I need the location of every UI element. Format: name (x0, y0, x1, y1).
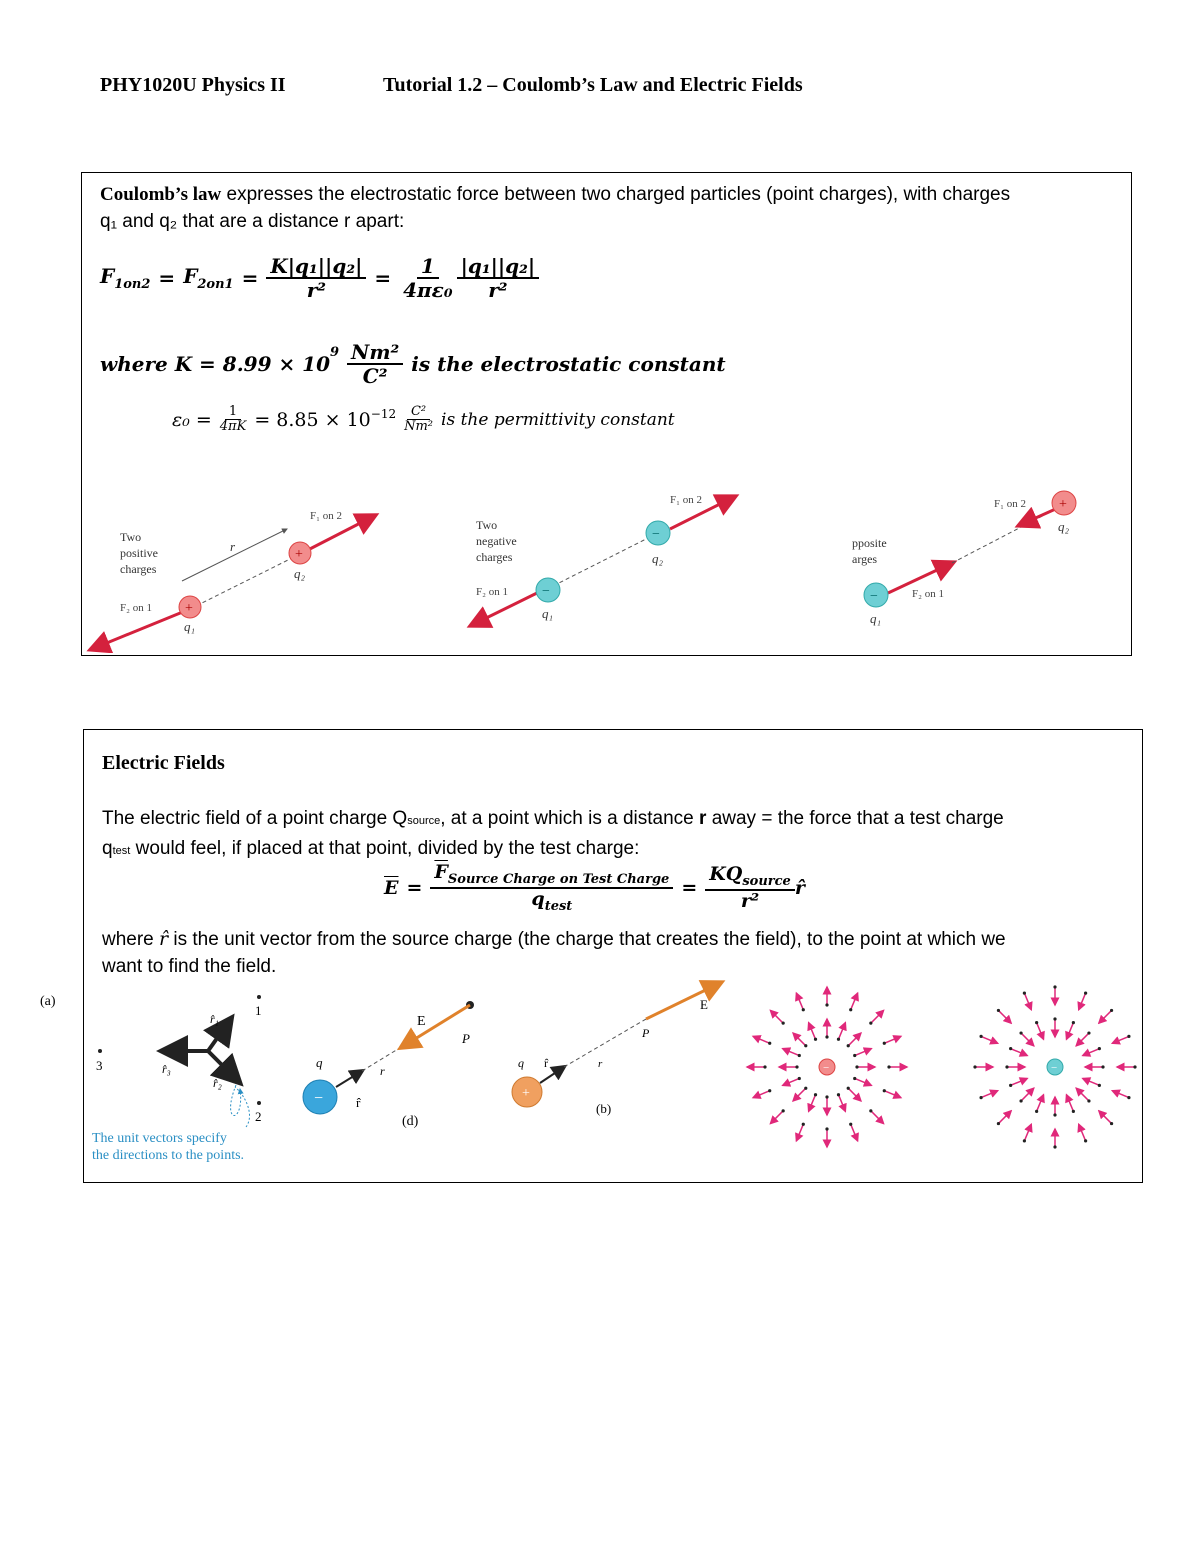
efields-title: Electric Fields (102, 752, 225, 774)
field-point (979, 1096, 982, 1099)
unit-vectors-figure (40, 994, 262, 1163)
eps-frac: $\frac{1}{4\pi K}$ (219, 404, 247, 435)
f12-label: F₁ on 2 (310, 510, 342, 522)
caption-line1: The unit vectors specify (92, 1131, 227, 1146)
r-dimension-line (182, 529, 287, 581)
rhat-explanation: where r̂ is the unit vector from the source charge (the charge that creates the field), to the point at which we want to find the field. (102, 928, 1006, 977)
eq-frac-force: $\frac{\overline{F}_{Source Charge on Test Charge}}{q_{test}}$ (430, 862, 673, 914)
P-label: P (642, 1026, 650, 1040)
fig-d-label: (d) (402, 1114, 419, 1129)
r-label: r (380, 1064, 385, 1078)
field-vector (809, 1095, 816, 1112)
E-label: E (700, 997, 708, 1012)
E-label: E (417, 1014, 426, 1029)
eq-E: $\overline{E}$ (384, 877, 399, 900)
field-point (1053, 1017, 1056, 1020)
field-point (837, 1093, 840, 1096)
point-1-label: 1 (255, 1003, 262, 1018)
field-point (798, 1054, 801, 1057)
coulomb-figures (82, 473, 1131, 653)
field-point (869, 1022, 872, 1025)
field-point (802, 1123, 805, 1126)
eq-frac-1: $\frac{\text{K|q₁||q₂|}}{\text{r²}}$ (266, 255, 366, 301)
fig2-label-line2: negative (476, 534, 517, 548)
field-point (883, 1042, 886, 1045)
rhat-label: r̂ (544, 1056, 548, 1070)
field-point (853, 1054, 856, 1057)
efields-paragraph: The electric field of a point charge Qsource, at a point which is a distance r away = the force that a test charge qtest would feel, if placed at that point, divided by the test charge: (102, 808, 1004, 859)
point-2-label: 2 (255, 1109, 262, 1124)
field-vector (1112, 1036, 1129, 1043)
plus-sign: + (185, 601, 193, 616)
field-vector (770, 1111, 783, 1124)
q-label: q (316, 1055, 323, 1070)
field-point (1009, 1084, 1012, 1087)
positive-charge-field-figure (512, 983, 720, 1116)
field-point (804, 1087, 807, 1090)
force-arrow-f21 (92, 609, 190, 649)
field-vector (793, 1033, 806, 1046)
coulomb-intro-bold: Coulomb’s law (100, 184, 222, 205)
field-point (825, 1095, 828, 1098)
P-label: P (462, 1031, 470, 1046)
field-vector (753, 1036, 770, 1043)
caption-arrow (235, 1087, 250, 1127)
r1-label: r̂₁ (210, 1012, 219, 1026)
q2-label: q₂ (294, 566, 306, 581)
field-vector (783, 1049, 800, 1056)
field-vector (1083, 1049, 1100, 1056)
field-point (849, 1008, 852, 1011)
fig-a-label: (a) (40, 994, 56, 1009)
field-vector (783, 1078, 800, 1085)
field-point (1084, 991, 1087, 994)
field-point (1019, 1099, 1022, 1102)
field-point (849, 1123, 852, 1126)
field-vector (855, 1049, 872, 1056)
field-point (855, 1065, 858, 1068)
field-vector (981, 1036, 998, 1043)
field-point (1035, 1021, 1038, 1024)
field-vector (1112, 1091, 1129, 1098)
q2-label: q₂ (1058, 519, 1070, 534)
field-vector (1083, 1078, 1100, 1085)
negative-charge-field-figure (303, 1001, 474, 1129)
field-point (883, 1089, 886, 1092)
coulomb-law-box (81, 172, 1132, 656)
field-vector (1037, 1095, 1044, 1112)
field-point (802, 1008, 805, 1011)
negative-charge-radial-field (973, 985, 1136, 1148)
point-3 (98, 1049, 102, 1053)
point-2 (257, 1101, 261, 1105)
caption-line2: the directions to the points. (92, 1148, 245, 1163)
field-point (763, 1065, 766, 1068)
field-point (768, 1089, 771, 1092)
field-vector (1021, 1033, 1034, 1046)
field-point (1087, 1031, 1090, 1034)
field-vector (998, 1111, 1011, 1124)
field-vector (981, 1091, 998, 1098)
positive-charge-radial-field (747, 987, 907, 1147)
field-point (837, 1038, 840, 1041)
field-vector (838, 1023, 845, 1040)
field-vector (838, 1095, 845, 1112)
field-point (1019, 1031, 1022, 1034)
field-point (997, 1122, 1000, 1125)
field-point (847, 1087, 850, 1090)
field-point (1023, 1139, 1026, 1142)
q1-label: q₁ (184, 619, 196, 634)
r2-label: r̂₂ (213, 1076, 222, 1090)
opposite-charges-figure (852, 491, 1076, 626)
field-point (1084, 1139, 1087, 1142)
q2-label: q₂ (652, 551, 664, 566)
field-vector (871, 1111, 884, 1124)
field-point (1072, 1021, 1075, 1024)
unit-vector-rhat (336, 1071, 362, 1087)
eps-mid: = 8.85 × 10 (254, 408, 371, 431)
field-point (1053, 985, 1056, 988)
minus-sign: − (542, 584, 550, 599)
field-point (997, 1009, 1000, 1012)
plus-sign: + (522, 1086, 530, 1101)
tutorial-title: Tutorial 1.2 – Coulomb’s Law and Electric Fields (383, 74, 803, 96)
field-point (1127, 1035, 1130, 1038)
efield-figures (30, 975, 1140, 1175)
field-vector (871, 1010, 884, 1023)
rhat-label: r̂ (356, 1095, 361, 1110)
eq-lhs: $F_{1on2}$ (100, 264, 151, 292)
eq-frac-2: $\frac{1}{\text{4πε₀}}$ (403, 254, 453, 302)
field-vector (1076, 1033, 1089, 1046)
epsilon-line (172, 405, 675, 435)
field-vector (1066, 1095, 1073, 1112)
eps-lhs: ε₀ = (172, 408, 212, 431)
field-point (1035, 1110, 1038, 1113)
point-3-label: 3 (96, 1058, 103, 1073)
field-vector (796, 1124, 803, 1141)
field-point (814, 1093, 817, 1096)
field-vector (1079, 1124, 1086, 1141)
separation-line (190, 553, 302, 609)
two-positive-figure (92, 510, 374, 649)
point-1 (257, 995, 261, 999)
k-suffix: is the electrostatic constant (411, 352, 726, 376)
f12-label: F₁ on 2 (670, 494, 702, 506)
field-point (847, 1044, 850, 1047)
q1-label: q₁ (542, 606, 554, 621)
f21-label: F₂ on 1 (912, 588, 944, 600)
fig1-label-line3: charges (120, 562, 157, 576)
r-label: r (598, 1058, 603, 1070)
eq-mid: $F_{2on1}$ (183, 264, 234, 292)
f21-label: F₂ on 1 (120, 602, 152, 614)
field-point (795, 1065, 798, 1068)
field-point (768, 1042, 771, 1045)
field-point (1023, 991, 1026, 994)
field-vector (1076, 1088, 1089, 1101)
f21-label: F₂ on 1 (476, 586, 508, 598)
field-point (973, 1065, 976, 1068)
field-vector (848, 1033, 861, 1046)
eps-exp: −12 (370, 407, 397, 421)
field-point (825, 1127, 828, 1130)
field-point (1005, 1065, 1008, 1068)
eq-frac-3: $\frac{\text{|q₁||q₂|}}{\text{r²}}$ (457, 255, 540, 301)
field-vector (1079, 993, 1086, 1010)
field-point (1053, 1113, 1056, 1116)
minus-sign: − (314, 1090, 324, 1107)
fig-b-label: (b) (596, 1101, 612, 1116)
r-label: r (230, 539, 236, 554)
field-point (1098, 1047, 1101, 1050)
k-constant-line (100, 341, 726, 387)
distance-line (564, 1019, 646, 1067)
eq-rhat: r̂ (794, 877, 805, 900)
fig1-label-line2: positive (120, 546, 158, 560)
r3-label: r̂₃ (162, 1062, 171, 1076)
field-point (825, 1003, 828, 1006)
minus-sign: − (870, 589, 878, 604)
field-vector (753, 1091, 770, 1098)
fig2-label-line1: Two (476, 518, 498, 532)
q-label: q (518, 1056, 524, 1070)
field-vector (851, 993, 858, 1010)
eps-unit: $\frac{\text{C²}}{\text{Nm²}}$ (404, 404, 434, 435)
coulomb-intro-line2: q₁ and q₂ that are a distance r apart: (100, 211, 405, 232)
field-arrow-E (646, 983, 720, 1019)
field-vector (1024, 993, 1031, 1010)
field-point (814, 1038, 817, 1041)
field-point (869, 1109, 872, 1112)
field-point (1110, 1009, 1113, 1012)
eps-suffix: is the permittivity constant (441, 409, 675, 430)
fig3-label-line2: arges (852, 552, 878, 566)
minus-sign: − (652, 527, 660, 542)
field-point (1087, 1099, 1090, 1102)
field-point (1133, 1065, 1136, 1068)
field-vector (1099, 1111, 1112, 1124)
fig3-label-line1: pposite (852, 536, 887, 550)
plus-sign: + (295, 547, 303, 562)
field-point (1053, 1145, 1056, 1148)
k-exp: 9 (330, 345, 340, 360)
coulomb-intro (100, 181, 1117, 235)
field-vector (793, 1088, 806, 1101)
field-vector (1011, 1049, 1028, 1056)
f12-label: F₁ on 2 (994, 498, 1026, 510)
field-arrow-E (402, 1005, 470, 1047)
field-point (804, 1044, 807, 1047)
k-unit: $\frac{\text{Nm²}}{\text{C²}}$ (347, 341, 403, 387)
field-point (1098, 1084, 1101, 1087)
field-point (798, 1077, 801, 1080)
field-vector (848, 1088, 861, 1101)
field-point (1101, 1065, 1104, 1068)
field-vector (1066, 1023, 1073, 1040)
efield-equation: $\overline{E}$ = $\frac{\overline{F}_{Source Charge on Test Charge}}{q_{test}}$ = $\frac{KQ_{source}}{\text{r²}}$ r̂ (384, 861, 805, 914)
q1-label: q₁ (870, 611, 882, 626)
field-point (979, 1035, 982, 1038)
coulomb-equation: $F_{1on2}$ = $F_{2on1}$ = $\frac{\text{K|q₁||q₂|}}{\text{r²}}$ = $\frac{1}{\text{4πε₀}}$ $\frac{\text{|q₁||q₂|}}{\text{r²}}$ (100, 255, 539, 301)
caption-arrow (231, 1085, 241, 1116)
field-vector (1037, 1023, 1044, 1040)
field-point (782, 1022, 785, 1025)
field-point (1072, 1110, 1075, 1113)
field-point (887, 1065, 890, 1068)
separation-line (547, 537, 650, 589)
field-point (1009, 1047, 1012, 1050)
field-vector (884, 1036, 901, 1043)
field-vector (1011, 1078, 1028, 1085)
field-vector (998, 1010, 1011, 1023)
plus-sign: + (1059, 497, 1067, 512)
coulomb-intro-rest: expresses the electrostatic force between two charged particles (point charges), with charges (221, 184, 1011, 205)
fig1-label-line1: Two (120, 530, 142, 544)
field-vector (1099, 1010, 1112, 1023)
field-point (782, 1109, 785, 1112)
field-vector (1024, 1124, 1031, 1141)
course-title: PHY1020U Physics II (100, 74, 286, 96)
source-charge-sign: − (1051, 1062, 1058, 1074)
field-vector (851, 1124, 858, 1141)
field-vector (796, 993, 803, 1010)
field-vector (1021, 1088, 1034, 1101)
field-vector (884, 1091, 901, 1098)
field-point (825, 1035, 828, 1038)
field-point (853, 1077, 856, 1080)
fig2-label-line3: charges (476, 550, 513, 564)
k-prefix: where K = 8.99 × 10 (100, 352, 330, 376)
source-charge-sign: − (823, 1062, 830, 1074)
field-vector (770, 1010, 783, 1023)
field-point (1110, 1122, 1113, 1125)
two-negative-figure (472, 494, 734, 625)
eq-frac-kq: $\frac{KQ_{source}}{\text{r²}}$ (705, 864, 795, 912)
field-vector (809, 1023, 816, 1040)
field-vector (855, 1078, 872, 1085)
field-point (1127, 1096, 1130, 1099)
